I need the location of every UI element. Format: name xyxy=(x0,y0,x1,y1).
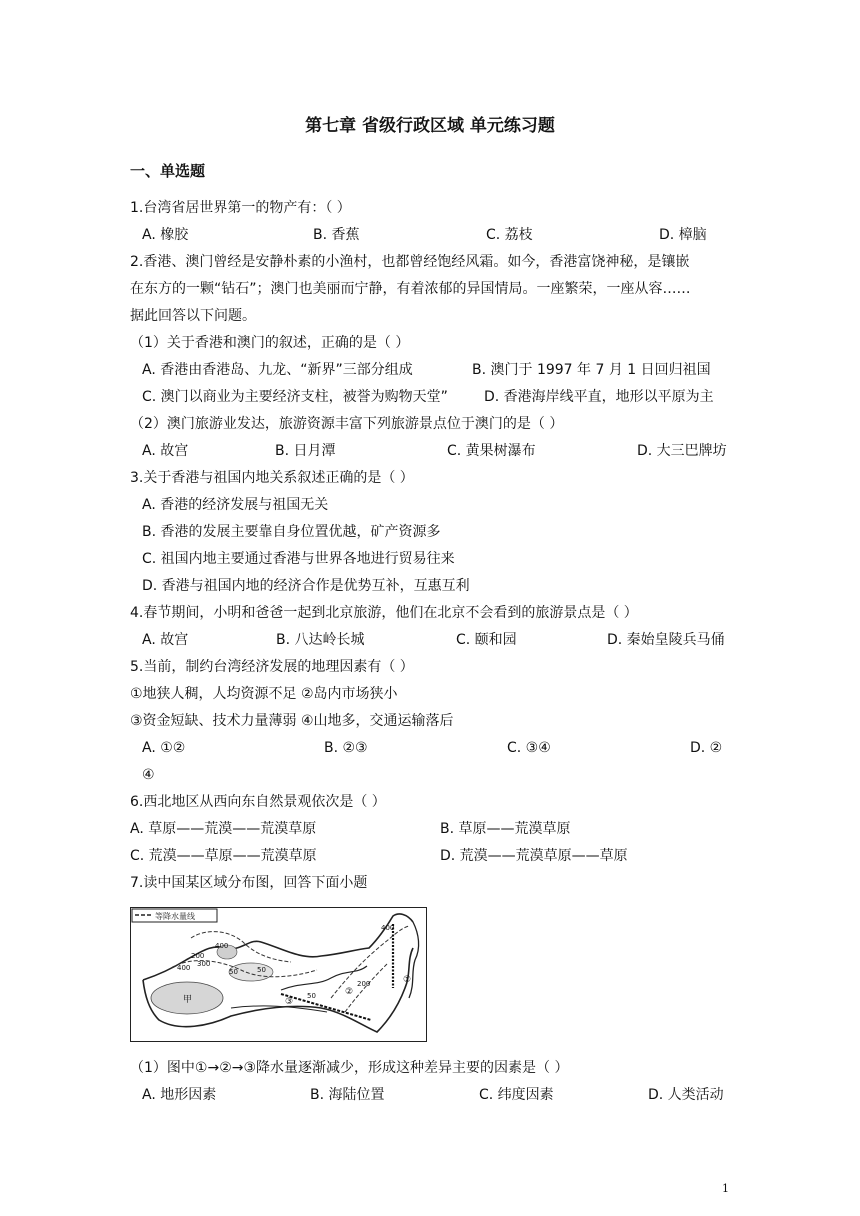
question-2-stem-line: 据此回答以下问题。 xyxy=(130,308,256,324)
isohyet-value-label: 300 xyxy=(197,960,211,968)
map-legend-label: 等降水量线 xyxy=(155,912,195,921)
map-legend xyxy=(132,909,217,922)
q2-sub2-option-d: D. 大三巴牌坊 xyxy=(637,443,727,459)
q2-sub1-option-d: D. 香港海岸线平直，地形以平原为主 xyxy=(484,389,714,405)
q5-option-b: B. ②③ xyxy=(324,740,368,756)
q1-option-d: D. 樟脑 xyxy=(659,227,707,243)
isohyet-value-label: 400 xyxy=(177,964,191,972)
q2-sub1-stem: （1）关于香港和澳门的叙述，正确的是（ ） xyxy=(130,335,410,351)
section-heading: 一、单选题 xyxy=(130,162,206,180)
q3-option-c: C. 祖国内地主要通过香港与世界各地进行贸易往来 xyxy=(142,551,455,567)
isohyet-value-label: 50 xyxy=(307,992,316,1000)
q4-option-c: C. 颐和园 xyxy=(456,632,517,648)
q7-sub1-option-b: B. 海陆位置 xyxy=(310,1087,385,1103)
q2-sub1-option-b: B. 澳门于 1997 年 7 月 1 日回归祖国 xyxy=(472,362,711,378)
site-marker-1: ① xyxy=(403,975,412,985)
site-marker-2: ② xyxy=(345,987,354,997)
question-2-stem-line: 2.香港、澳门曾经是安静朴素的小渔村，也都曾经饱经风霜。如今，香港富饶神秘，是镶嵌 xyxy=(130,254,690,270)
question-3-stem: 3.关于香港与祖国内地关系叙述正确的是（ ） xyxy=(130,470,414,486)
q1-option-a: A. 橡胶 xyxy=(142,227,189,243)
question-5-stem: 5.当前，制约台湾经济发展的地理因素有（ ） xyxy=(130,659,414,675)
page-number: 1 xyxy=(722,1182,729,1195)
q5-option-a: A. ①② xyxy=(142,740,186,756)
question-6-stem: 6.西北地区从西向东自然景观依次是（ ） xyxy=(130,794,386,810)
isohyet-value-label: 400 xyxy=(215,942,229,950)
q3-option-d: D. 香港与祖国内地的经济合作是优势互补，互惠互利 xyxy=(142,578,470,594)
q5-statement-line: ①地狭人稠，人均资源不足 ②岛内市场狭小 xyxy=(130,686,398,702)
isohyet-value-label: 50 xyxy=(229,968,238,976)
q2-sub2-option-c: C. 黄果树瀑布 xyxy=(447,443,536,459)
isohyet-value-label: 400 xyxy=(381,924,395,932)
q3-option-b: B. 香港的发展主要靠自身位置优越，矿产资源多 xyxy=(142,524,441,540)
q2-sub2-stem: （2）澳门旅游业发达，旅游资源丰富下列旅游景点位于澳门的是（ ） xyxy=(130,416,564,432)
question-7-stem: 7.读中国某区域分布图，回答下面小题 xyxy=(130,875,368,891)
site-marker-3: ③ xyxy=(285,997,294,1007)
page-title: 第七章 省级行政区域 单元练习题 xyxy=(305,116,555,136)
question-2-stem-line: 在东方的一颗“钻石”；澳门也美丽而宁静，有着浓郁的异国情局。一座繁荣，一座从容…… xyxy=(130,281,691,297)
q5-option-c: C. ③④ xyxy=(507,740,551,756)
river-line xyxy=(281,966,367,990)
isohyet-value-label: 50 xyxy=(257,966,266,974)
q3-option-a: A. 香港的经济发展与祖国无关 xyxy=(142,497,329,513)
q7-sub1-option-a: A. 地形因素 xyxy=(142,1087,217,1103)
question-4-stem: 4.春节期间，小明和爸爸一起到北京旅游，他们在北京不会看到的旅游景点是（ ） xyxy=(130,605,638,621)
q7-sub1-stem: （1）图中①→②→③降水量逐渐减少，形成这种差异主要的因素是（ ） xyxy=(130,1060,569,1076)
q6-option-d: D. 荒漠——荒漠草原——草原 xyxy=(440,848,628,864)
q6-option-c: C. 荒漠——草原——荒漠草原 xyxy=(130,848,317,864)
q2-sub2-option-b: B. 日月潭 xyxy=(275,443,336,459)
q1-option-b: B. 香蕉 xyxy=(313,227,360,243)
q7-sub1-option-d: D. 人类活动 xyxy=(648,1087,724,1103)
q5-option-d-wrap: ④ xyxy=(142,767,155,783)
q4-option-a: A. 故宫 xyxy=(142,632,189,648)
q4-option-b: B. 八达岭长城 xyxy=(276,632,365,648)
q2-sub2-option-a: A. 故宫 xyxy=(142,443,189,459)
q7-sub1-option-c: C. 纬度因素 xyxy=(479,1087,554,1103)
q5-statement-line: ③资金短缺、技术力量薄弱 ④山地多，交通运输落后 xyxy=(130,713,454,729)
q2-sub1-option-a: A. 香港由香港岛、九龙、“新界”三部分组成 xyxy=(142,362,413,378)
q5-option-d: D. ② xyxy=(690,740,723,756)
region-map-figure xyxy=(130,907,427,1042)
q4-option-d: D. 秦始皇陵兵马俑 xyxy=(607,632,725,648)
isohyet-value-label: 200 xyxy=(357,980,371,988)
q6-option-a: A. 草原——荒漠——荒漠草原 xyxy=(130,821,317,837)
q1-option-c: C. 荔枝 xyxy=(486,227,533,243)
region-jia-label: 甲 xyxy=(183,995,193,1005)
q6-option-b: B. 草原——荒漠草原 xyxy=(440,821,571,837)
q2-sub1-option-c: C. 澳门以商业为主要经济支柱，被誉为购物天堂” xyxy=(142,389,448,405)
question-1-stem: 1.台湾省居世界第一的物产有：（ ） xyxy=(130,200,351,216)
isohyet-value-label: 200 xyxy=(191,952,205,960)
